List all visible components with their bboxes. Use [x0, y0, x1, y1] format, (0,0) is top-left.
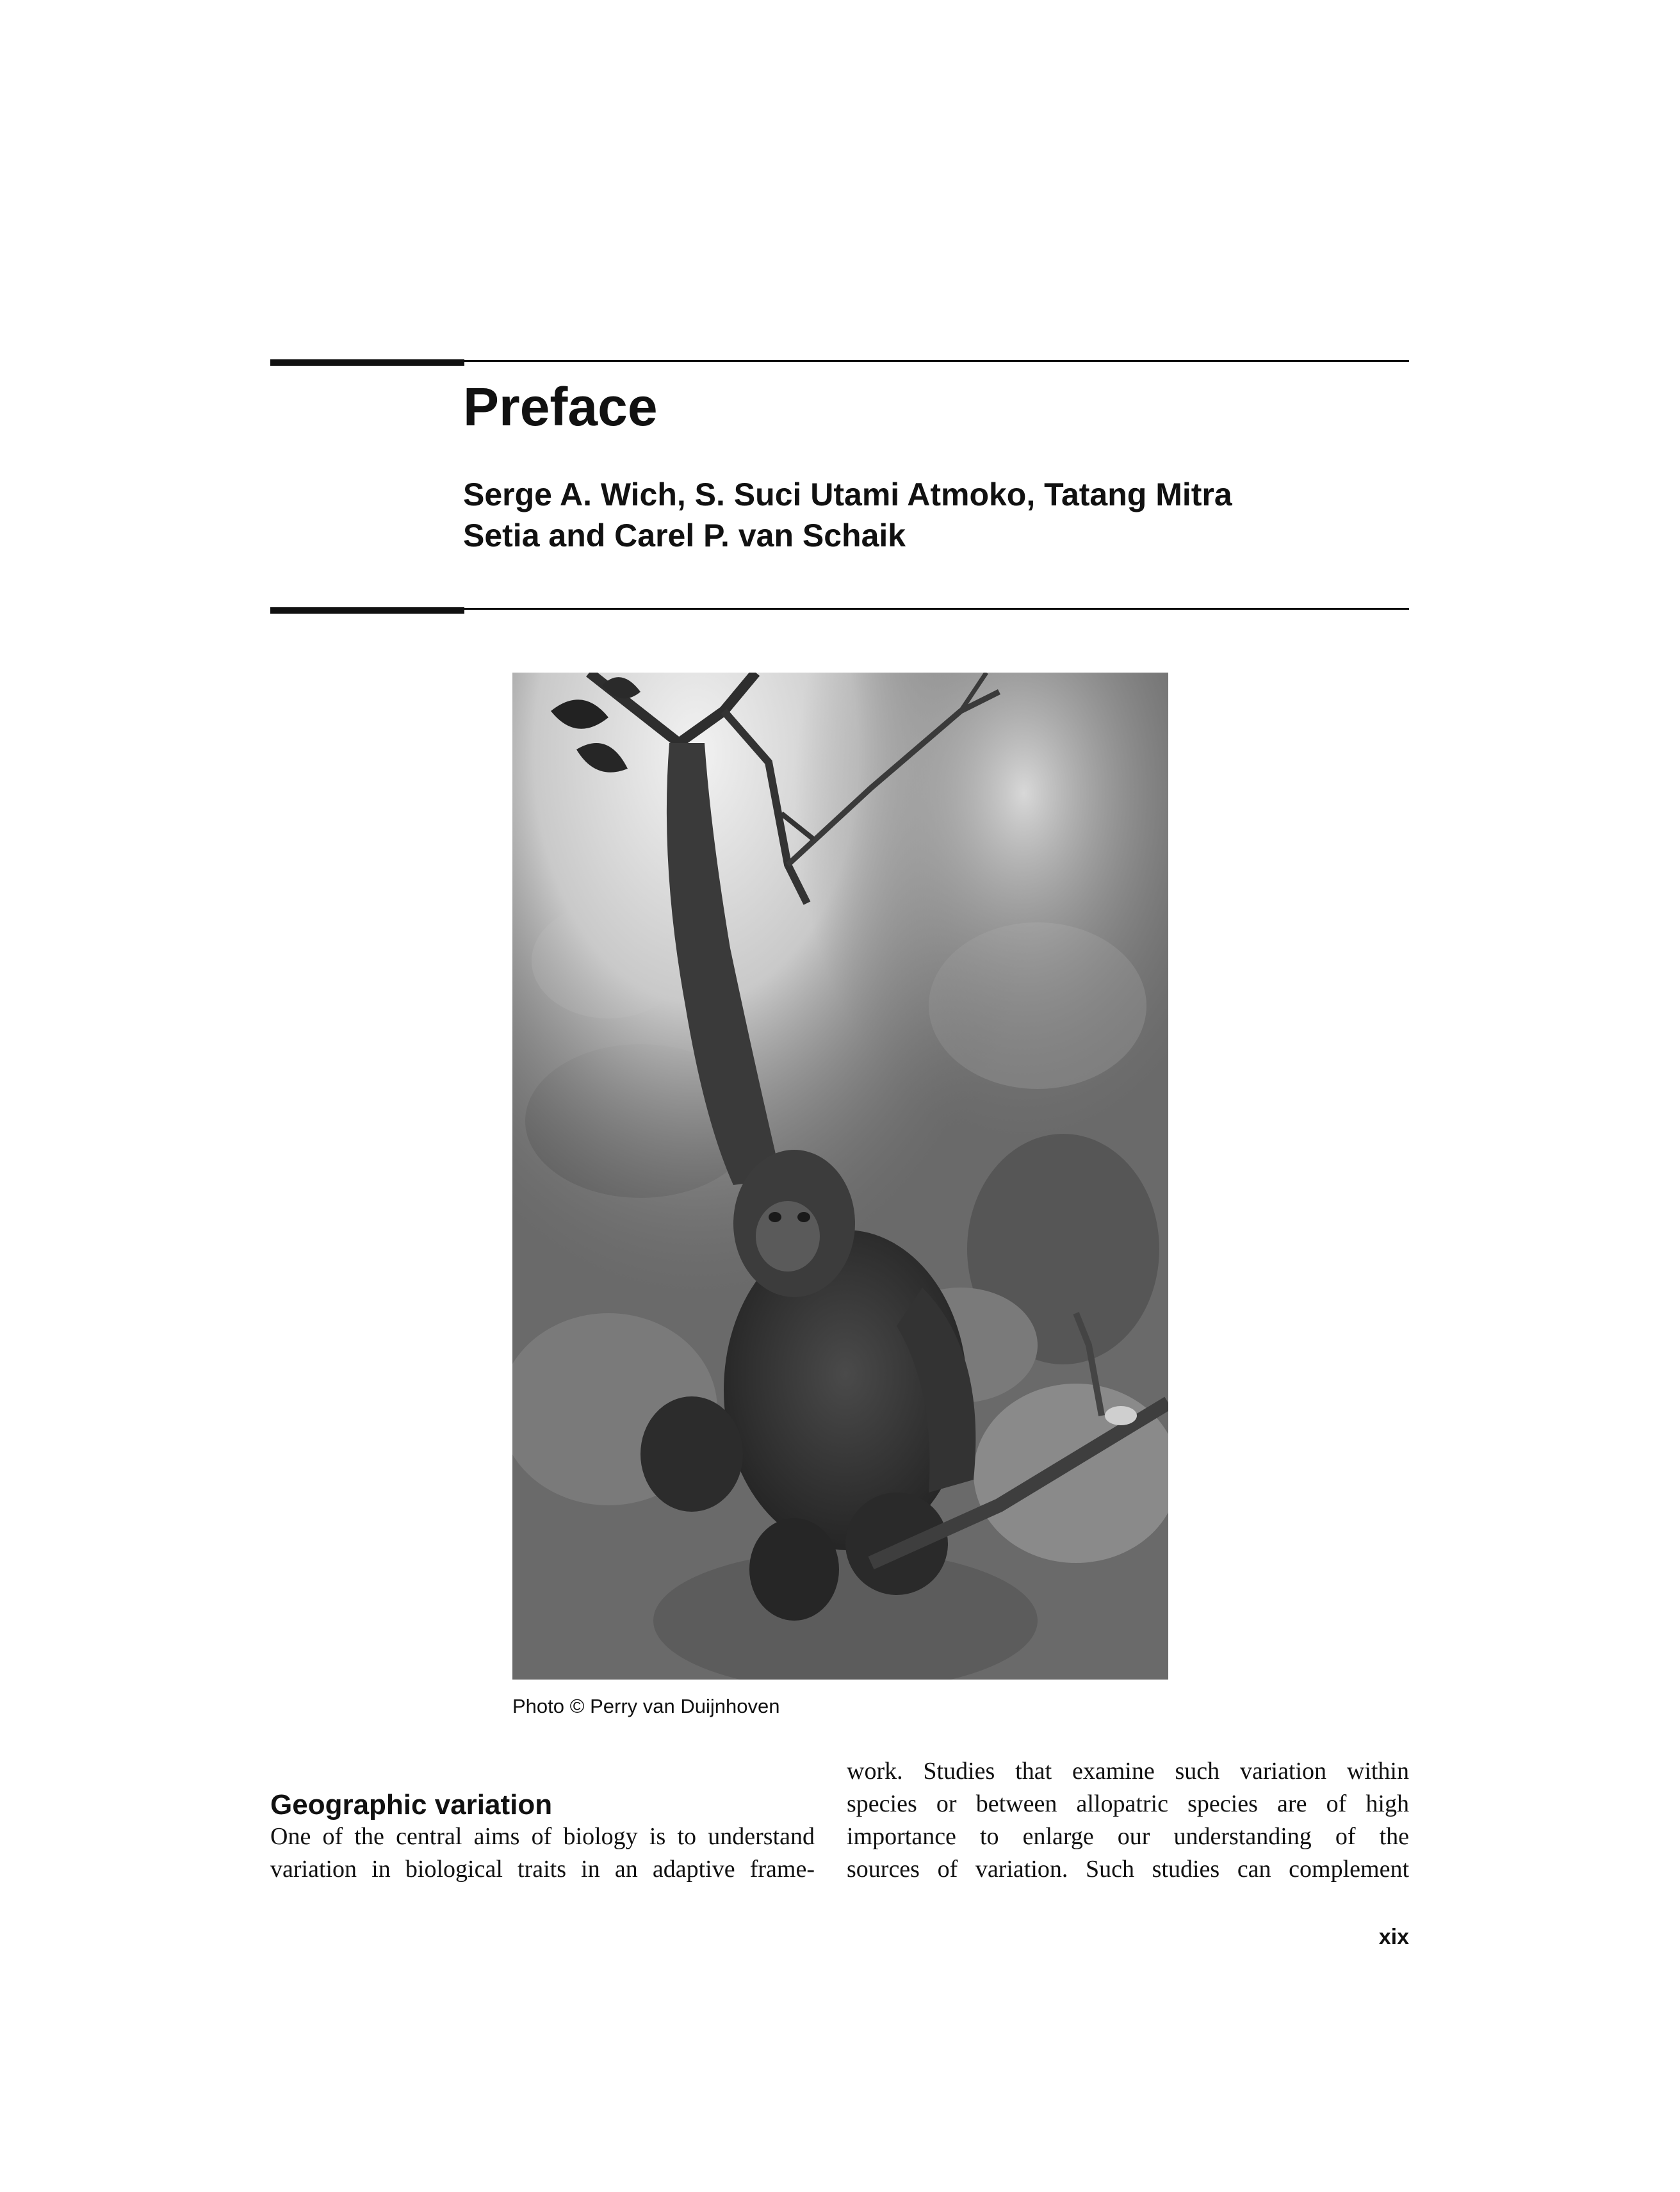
body-text-right-column	[847, 1755, 1409, 1886]
section-heading: Geographic variation	[270, 1788, 553, 1820]
body-text-line: work. Studies that examine such variation within	[847, 1758, 1409, 1785]
chapter-title: Preface	[463, 377, 658, 437]
photo-illustration	[512, 673, 1168, 1680]
body-text-line: One of the central aims of biology is to understand	[270, 1823, 815, 1850]
page-number: xix	[1378, 1925, 1409, 1949]
chapter-authors	[463, 474, 1232, 556]
body-text-line: species or between allopatric species are of high	[847, 1790, 1409, 1817]
body-text-line: importance to enlarge our understanding of the	[847, 1823, 1409, 1850]
body-text-line: sources of variation. Such studies can complement	[847, 1856, 1409, 1883]
orangutan-photo	[512, 673, 1168, 1680]
photo-caption: Photo © Perry van Duijnhoven	[512, 1695, 780, 1717]
authors-line: Setia and Carel P. van Schaik	[463, 518, 906, 553]
authors-line: Serge A. Wich, S. Suci Utami Atmoko, Tatang Mitra	[463, 477, 1232, 512]
header-rule-top	[270, 360, 1409, 362]
body-text-line: variation in biological traits in an adaptive frame-	[270, 1856, 815, 1883]
header-rule-bottom	[270, 608, 1409, 610]
body-text-left-column	[270, 1820, 815, 1886]
